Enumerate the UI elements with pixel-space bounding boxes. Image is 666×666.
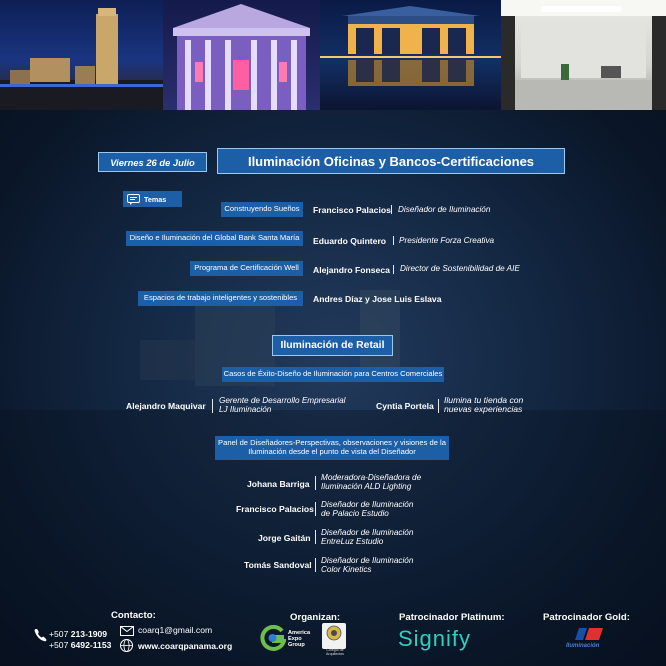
photo-theater-facade: [163, 0, 320, 110]
separator: [315, 530, 316, 544]
phone-prefix: +507: [49, 640, 69, 650]
panelist-name: Tomás Sandoval: [244, 560, 312, 570]
speaker-role: [219, 396, 346, 414]
panelist-role: [321, 528, 413, 546]
separator: [391, 205, 392, 214]
speaker-name: Eduardo Quintero: [313, 236, 387, 246]
role-line: EntreLuz Estudio: [321, 537, 384, 547]
panel-topic-line: Iluminación desde el punto de vista del Diseñador: [248, 447, 416, 456]
role-line: Diseñador de Iluminación: [321, 500, 414, 509]
event-backdrop: [0, 110, 666, 666]
speaker-name: Alejandro Fonseca: [313, 265, 390, 275]
website-link[interactable]: www.coarqpanama.org: [138, 641, 233, 651]
aeg-line: America: [288, 630, 311, 636]
role-line: nuevas experiencias: [444, 404, 523, 415]
panel-topic-line: Panel de Diseñadores-Perspectivas, observaciones y visiones de la: [218, 438, 446, 448]
phone-2[interactable]: [49, 640, 111, 650]
separator: [212, 399, 213, 413]
role-line: Moderadora-Diseñadora de: [321, 473, 422, 482]
separator: [315, 476, 316, 490]
speaker-name: Alejandro Maquivar: [126, 401, 206, 411]
phone-number: 6492-1153: [70, 640, 112, 650]
email-link[interactable]: coarq1@gmail.com: [138, 625, 213, 635]
role-line: Color Kinetics: [321, 565, 372, 575]
temas-label: Temas: [144, 194, 167, 204]
platinum-title: Patrocinador Platinum:: [399, 612, 505, 623]
separator: [315, 558, 316, 572]
topic-designers-panel: [215, 436, 449, 460]
panelist-name: Johana Barriga: [247, 479, 310, 489]
phone-icon: [34, 628, 47, 642]
speaker-role: Diseñador de Iluminación: [398, 205, 491, 214]
session-title: Iluminación Oficinas y Bancos-Certificaciones: [217, 148, 565, 174]
role-line: Gerente de Desarrollo Empresarial: [219, 396, 346, 405]
globe-icon: [120, 639, 133, 652]
panelist-name: Jorge Gaitán: [258, 533, 311, 543]
speaker-role: Presidente Forza Creativa: [399, 236, 495, 245]
lobby-illustration: [501, 0, 666, 110]
aeg-line: Expo: [288, 635, 302, 642]
speaker-name: Francisco Palacios: [313, 205, 391, 215]
tower-illustration: [0, 0, 163, 110]
topic-construyendo-suenos: Construyendo Sueños: [221, 202, 303, 217]
panelist-name: Francisco Palacios: [236, 504, 314, 514]
lj-logo-mark: [575, 626, 603, 642]
separator: [393, 265, 394, 274]
retail-title: Iluminación de Retail: [272, 335, 393, 356]
contact-title: Contacto:: [111, 610, 156, 621]
role-line: de Palacio Estudio: [321, 509, 389, 519]
phone-number: 213-1909: [70, 629, 108, 639]
date-badge: Viernes 26 de Julio: [98, 152, 207, 172]
facade-illustration: [163, 0, 320, 110]
role-line: LJ Iluminación: [219, 405, 272, 415]
gold-title: Patrocinador Gold:: [543, 612, 630, 623]
organizers-title: Organizan:: [290, 612, 341, 623]
signify-logo: Signify: [398, 626, 472, 651]
panelist-role: [321, 556, 413, 574]
topic-global-bank: Diseño e Iluminación del Global Bank Santa María: [126, 231, 303, 246]
role-line: Ilumina tu tienda con: [444, 395, 524, 405]
speaker-role: Director de Sostenibilidad de AIE: [400, 264, 520, 273]
aeg-line: Group: [288, 641, 305, 648]
role-line: Diseñador de Iluminación: [321, 556, 414, 565]
topic-retail-cases: Casos de Éxito-Diseño de Iluminación para Centros Comerciales: [222, 367, 444, 382]
chat-bubble-icon: [127, 194, 140, 205]
stage-illustration: [0, 110, 666, 666]
speaker-name: Cyntia Portela: [376, 401, 434, 411]
topic-well-certification: Programa de Certificación Well: [190, 261, 303, 276]
panelist-role: [321, 500, 413, 518]
topic-smart-workspaces: Espacios de trabajo inteligentes y sostenibles: [138, 291, 303, 306]
panelist-role: [321, 473, 421, 491]
role-line: Diseñador de Iluminación: [321, 528, 414, 537]
speaker-name: Andres Díaz y Jose Luis Eslava: [313, 294, 442, 304]
colegio-line: Colegio de: [326, 648, 344, 652]
photo-gate-reflection: [320, 0, 501, 110]
colegio-emblem: [322, 623, 346, 641]
photo-tower-night: [0, 0, 163, 110]
temas-badge: [123, 191, 182, 207]
phone-1[interactable]: [49, 629, 107, 639]
colegio-text: [320, 649, 350, 657]
gate-illustration: [320, 0, 501, 110]
colegio-arquitectos-logo: [322, 623, 346, 649]
photo-strip: [0, 0, 666, 110]
role-line: Iluminación ALD Lighting: [321, 482, 412, 492]
colegio-line: Arquitectos: [326, 651, 344, 656]
phone-prefix: +507: [49, 629, 69, 639]
separator: [315, 502, 316, 516]
email-icon: [120, 626, 134, 636]
lj-logo-text: Iluminación: [566, 643, 600, 649]
photo-office-lobby: [501, 0, 666, 110]
speaker-role: [444, 396, 523, 415]
separator: [438, 399, 439, 413]
aeg-text: [288, 631, 310, 649]
aeg-mark: [260, 625, 286, 651]
separator: [393, 236, 394, 245]
